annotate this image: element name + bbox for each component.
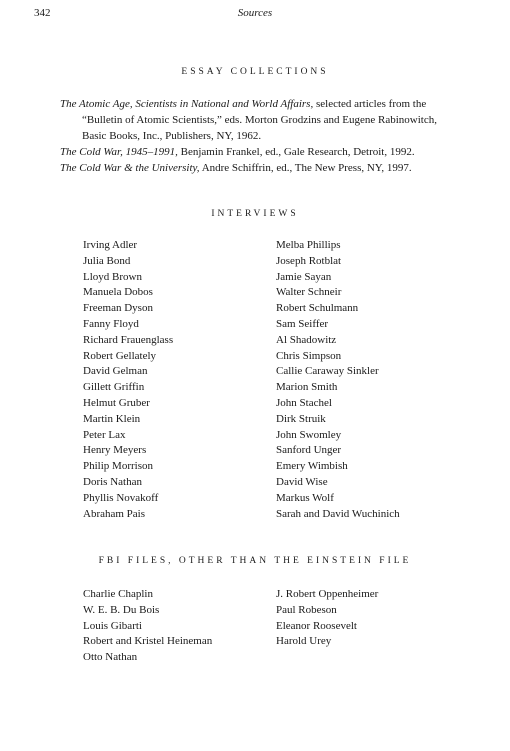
interviewee-name: Dirk Struik <box>276 412 326 425</box>
page-number: 342 <box>34 7 51 19</box>
interviewee-name: Sanford Unger <box>276 444 342 457</box>
interviewee-name: Markus Wolf <box>276 491 334 504</box>
essay-collections-heading: ESSAY COLLECTIONS <box>181 67 329 77</box>
interviewee-name: Freeman Dyson <box>83 302 153 315</box>
fbi-file-subject: Louis Gibarti <box>83 619 142 632</box>
interviewee-name: Julia Bond <box>83 254 131 267</box>
interviewee-name: Lloyd Brown <box>83 270 142 283</box>
interviewee-name: David Wise <box>276 475 328 488</box>
interviewee-name: Jamie Sayan <box>276 270 332 283</box>
fbi-file-subject: Paul Robeson <box>276 603 337 616</box>
essay-entry <box>60 160 460 176</box>
interviewee-name: Abraham Pais <box>83 507 146 520</box>
essay-entry-details: Benjamin Frankel, ed., Gale Research, Detroit, 1992. <box>177 146 415 158</box>
interviewee-name: Marion Smith <box>276 381 338 394</box>
interviewee-name: Philip Morrison <box>83 460 153 473</box>
interviews-right-column <box>276 238 400 522</box>
interviews-left-column <box>83 238 173 522</box>
interviewee-name: Robert Schulmann <box>276 302 359 315</box>
essay-entry-title: The Cold War & the University, <box>60 162 200 174</box>
interviewee-name: Emery Wimbish <box>276 460 348 473</box>
interviewee-name: Martin Klein <box>83 412 141 425</box>
interviewee-name: Manuela Dobos <box>83 286 153 299</box>
fbi-file-subject: Robert and Kristel Heineman <box>83 635 213 648</box>
fbi-file-subject: J. Robert Oppenheimer <box>276 588 379 600</box>
interviewee-name: Sam Seiffer <box>276 317 329 330</box>
fbi-file-subject: Eleanor Roosevelt <box>276 619 357 632</box>
interviewee-name: Callie Caraway Sinkler <box>276 365 379 378</box>
interviewee-name: John Stachel <box>276 396 332 409</box>
interviewee-name: John Swomley <box>276 428 342 441</box>
fbi-file-subject: Otto Nathan <box>83 651 138 664</box>
interviewee-name: Chris Simpson <box>276 349 342 362</box>
interviewee-name: Gillett Griffin <box>83 381 145 394</box>
interviewee-name: Richard Frauenglass <box>83 333 174 346</box>
interviewee-name: Helmut Gruber <box>83 396 150 409</box>
essay-entry <box>60 96 460 144</box>
interviewee-name: Al Shadowitz <box>276 333 337 346</box>
fbi-file-subject: W. E. B. Du Bois <box>83 603 160 616</box>
interviewee-name: Joseph Rotblat <box>276 254 342 267</box>
essay-entry-title: The Atomic Age, Scientists in National and World Affairs, <box>60 98 314 110</box>
interviewee-name: Robert Gellately <box>83 349 157 362</box>
fbi-files-left-column <box>83 587 212 666</box>
interviewee-name: Fanny Floyd <box>83 317 139 330</box>
fbi-files-right-column <box>276 587 378 650</box>
interviewee-name: Melba Phillips <box>276 239 341 251</box>
interviewee-name: Sarah and David Wuchinich <box>276 507 400 520</box>
interviewee-name: Walter Schneir <box>276 286 342 299</box>
interviewee-name: Henry Meyers <box>83 444 147 457</box>
essay-collections-list <box>60 96 460 176</box>
fbi-files-heading: FBI FILES, OTHER THAN THE EINSTEIN FILE <box>98 556 412 566</box>
essay-entry-details: Andre Schiffrin, ed., The New Press, NY, 1997. <box>199 162 412 174</box>
essay-entry-details: selected articles from the “Bulletin of Atomic Scientists,” eds. Morton Grodzins and Eugene Rabinowitch, Basic Books, Inc., Publishers, NY, 1962. <box>82 98 437 142</box>
running-head: Sources <box>237 7 273 19</box>
fbi-file-subject: Harold Urey <box>276 635 332 648</box>
essay-entry-title: The Cold War, 1945–1991, <box>60 146 178 158</box>
interviewee-name: Peter Lax <box>83 428 126 441</box>
interviews-heading: INTERVIEWS <box>211 209 299 219</box>
essay-entry <box>60 144 460 160</box>
fbi-file-subject: Charlie Chaplin <box>83 588 153 600</box>
interviewee-name: Irving Adler <box>83 239 138 251</box>
interviewee-name: Doris Nathan <box>83 475 142 488</box>
interviewee-name: David Gelman <box>83 365 148 378</box>
interviewee-name: Phyllis Novakoff <box>83 491 159 504</box>
